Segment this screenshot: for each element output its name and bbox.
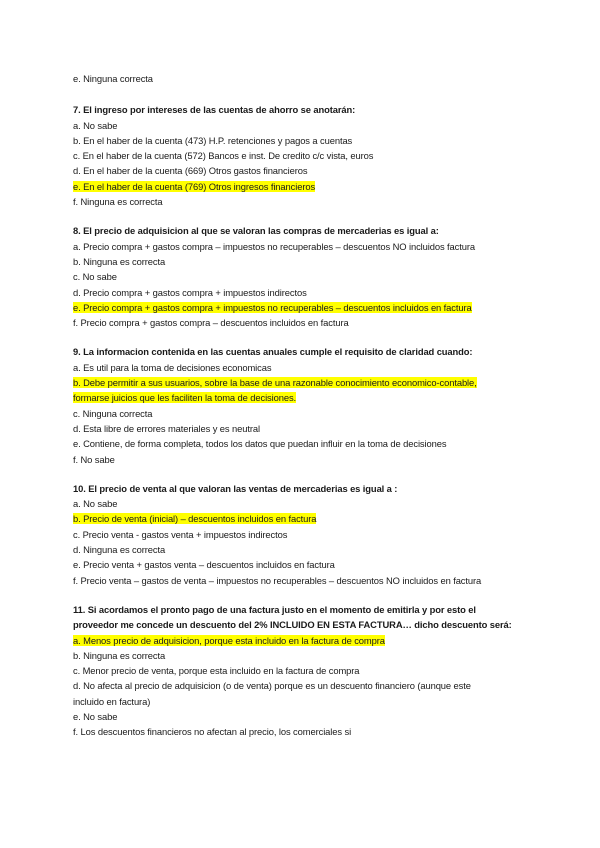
quiz-content bbox=[73, 71, 543, 740]
question-block bbox=[73, 102, 543, 209]
answer-option bbox=[73, 694, 543, 709]
answer-option bbox=[73, 511, 543, 526]
answer-option bbox=[73, 163, 543, 178]
question-block bbox=[73, 344, 543, 466]
highlighted-answer-text: a. Menos precio de adquisicion, porque esta incluido en la factura de compra bbox=[73, 634, 385, 646]
answer-option bbox=[73, 406, 543, 421]
answer-text: c. En el haber de la cuenta (572) Bancos e inst. De credito c/c vista, euros bbox=[73, 150, 374, 162]
answer-text: a. Es util para la toma de decisiones economicas bbox=[73, 361, 272, 373]
answer-text: f. Ninguna es correcta bbox=[73, 196, 163, 208]
highlighted-answer-text: formarse juicios que les faciliten la toma de decisiones. bbox=[73, 392, 297, 404]
answer-text: c. No sabe bbox=[73, 271, 117, 283]
answer-text: incluido en factura) bbox=[73, 695, 151, 707]
answer-text: b. En el haber de la cuenta (473) H.P. retenciones y pagos a cuentas bbox=[73, 134, 353, 146]
answer-text: e. Contiene, de forma completa, todos los datos que puedan influir en la toma de decisiones bbox=[73, 438, 447, 450]
question-heading bbox=[73, 481, 543, 496]
answer-text: d. Precio compra + gastos compra + impuestos indirectos bbox=[73, 286, 307, 298]
question-text-continued bbox=[73, 617, 543, 632]
answer-option bbox=[73, 118, 543, 133]
question-number: 7. bbox=[73, 104, 81, 116]
answer-text: a. No sabe bbox=[73, 498, 118, 510]
answer-option bbox=[73, 269, 543, 284]
answer-text: c. Ninguna correcta bbox=[73, 407, 153, 419]
answer-option bbox=[73, 527, 543, 542]
answer-text: e. Precio venta + gastos venta – descuentos incluidos en factura bbox=[73, 559, 335, 571]
answer-option bbox=[73, 709, 543, 724]
answer-text: b. Ninguna es correcta bbox=[73, 255, 166, 267]
answer-option bbox=[73, 285, 543, 300]
question-heading bbox=[73, 602, 543, 617]
answer-option bbox=[73, 436, 543, 451]
question-heading bbox=[73, 223, 543, 238]
question-text: El precio de venta al que valoran las ventas de mercaderias es igual a : bbox=[85, 482, 398, 494]
answer-text: f. Los descuentos financieros no afectan al precio, los comerciales si bbox=[73, 726, 352, 738]
answer-option bbox=[73, 678, 543, 693]
answer-text: d. Esta libre de errores materiales y es neutral bbox=[73, 422, 260, 434]
answer-text: d. Ninguna es correcta bbox=[73, 544, 166, 556]
answer-option bbox=[73, 421, 543, 436]
answer-option bbox=[73, 573, 543, 588]
answer-option bbox=[73, 315, 543, 330]
question-number: 10. bbox=[73, 482, 86, 494]
question-number: 8. bbox=[73, 225, 81, 237]
answer-option bbox=[73, 452, 543, 467]
question-text: Si acordamos el pronto pago de una factura justo en el momento de emitirla y por esto el bbox=[85, 603, 476, 615]
question-heading bbox=[73, 102, 543, 117]
answer-option bbox=[73, 390, 543, 405]
answer-option bbox=[73, 194, 543, 209]
question-number: 9. bbox=[73, 346, 81, 358]
highlighted-answer-text: e. Precio compra + gastos compra + impuestos no recuperables – descuentos incluidos en factura bbox=[73, 301, 472, 313]
question-number: 11. bbox=[73, 603, 86, 615]
answer-option bbox=[73, 648, 543, 663]
answer-text: a. No sabe bbox=[73, 119, 118, 131]
question-block bbox=[73, 223, 543, 330]
answer-option bbox=[73, 148, 543, 163]
answer-option bbox=[73, 179, 543, 194]
question-heading bbox=[73, 344, 543, 359]
question-text: La informacion contenida en las cuentas anuales cumple el requisito de claridad cuando: bbox=[80, 346, 473, 358]
answer-option bbox=[73, 496, 543, 511]
answer-option bbox=[73, 133, 543, 148]
answer-text: e. No sabe bbox=[73, 710, 118, 722]
answer-text: f. Precio compra + gastos compra – descuentos incluidos en factura bbox=[73, 317, 349, 329]
previous-answer-line: e. Ninguna correcta bbox=[73, 73, 153, 84]
question-text: El ingreso por intereses de las cuentas de ahorro se anotarán: bbox=[80, 104, 356, 116]
answer-text: d. En el haber de la cuenta (669) Otros gastos financieros bbox=[73, 165, 308, 177]
question-block bbox=[73, 602, 543, 740]
answer-text: f. No sabe bbox=[73, 453, 115, 465]
answer-option bbox=[73, 300, 543, 315]
question-text: proveedor me concede un descuento del 2% INCLUIDO EN ESTA FACTURA… dicho descuento será: bbox=[73, 619, 512, 631]
answer-text: c. Menor precio de venta, porque esta incluido en la factura de compra bbox=[73, 665, 360, 677]
highlighted-answer-text: b. Precio de venta (inicial) – descuentos incluidos en factura bbox=[73, 513, 317, 525]
highlighted-answer-text: b. Debe permitir a sus usuarios, sobre la base de una razonable conocimiento economico-contable, bbox=[73, 377, 477, 389]
answer-text: a. Precio compra + gastos compra – impuestos no recuperables – descuentos NO incluidos factura bbox=[73, 240, 476, 252]
answer-option bbox=[73, 724, 543, 739]
answer-option bbox=[73, 663, 543, 678]
answer-option bbox=[73, 375, 543, 390]
answer-option bbox=[73, 542, 543, 557]
question-block bbox=[73, 481, 543, 588]
answer-text: f. Precio venta – gastos de venta – impuestos no recuperables – descuentos NO incluidos en factura bbox=[73, 574, 482, 586]
highlighted-answer-text: e. En el haber de la cuenta (769) Otros ingresos financieros bbox=[73, 180, 316, 192]
answer-option bbox=[73, 360, 543, 375]
answer-option bbox=[73, 633, 543, 648]
answer-text: d. No afecta al precio de adquisicion (o de venta) porque es un descuento financiero (aunque este bbox=[73, 680, 471, 692]
answer-option bbox=[73, 254, 543, 269]
answer-option bbox=[73, 239, 543, 254]
question-text: El precio de adquisicion al que se valoran las compras de mercaderias es igual a: bbox=[80, 225, 439, 237]
answer-text: c. Precio venta - gastos venta + impuestos indirectos bbox=[73, 528, 288, 540]
answer-option bbox=[73, 557, 543, 572]
answer-text: b. Ninguna es correcta bbox=[73, 649, 166, 661]
